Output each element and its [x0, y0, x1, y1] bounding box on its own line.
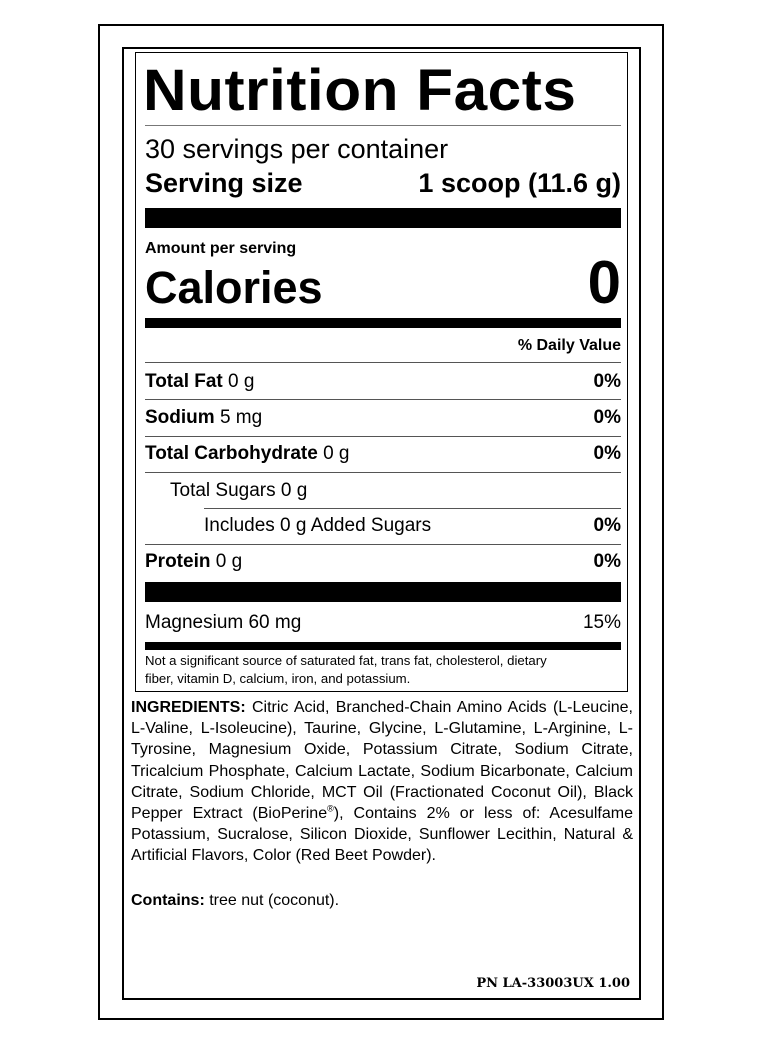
- row-amount: 5 mg: [219, 407, 263, 428]
- row-rule: [145, 399, 621, 400]
- row-total-carbohydrate: [145, 443, 349, 465]
- contains-statement: [131, 892, 339, 910]
- row-label: Total Fat: [145, 371, 223, 392]
- row-label: Total Carbohydrate: [145, 443, 318, 464]
- row-dv: 0%: [593, 443, 621, 464]
- rule-dv: [145, 362, 621, 363]
- row-magnesium: Magnesium 60 mg: [145, 612, 302, 633]
- footnote-line-2: fiber, vitamin D, calcium, iron, and potassium.: [145, 671, 411, 686]
- row-total-fat: [145, 371, 254, 393]
- ingredients-text: Citric Acid, Branched-Chain Amino Acids (L-Leucine, L-Valine, L-Isoleucine), Taurine, Glycine, L-Glutamine, L-Arginine, L-Tyrosine, Magnesium Oxide, Potassium Citrate, Sodium Citrate, Tricalcium Phosphate, Calcium Lactate, Sodium Bicarbonate, Calcium Citrate, Sodium Chloride, MCT Oil (Fractionated Coconut Oil), Black Pepper Extract (BioPerine: [131, 699, 634, 823]
- amount-per-serving: Amount per serving: [145, 240, 297, 257]
- contains-text: tree nut (coconut).: [209, 892, 340, 909]
- serving-size-label: Serving size: [145, 168, 303, 198]
- row-rule: [145, 436, 621, 437]
- row-dv: 0%: [593, 371, 621, 392]
- row-amount: 0 g: [215, 551, 243, 572]
- title-rule: [145, 125, 621, 126]
- row-amount: 0 g: [228, 371, 255, 392]
- row-added-sugars: Includes 0 g Added Sugars: [204, 515, 432, 536]
- row-dv: 0%: [593, 515, 621, 536]
- daily-value-header: % Daily Value: [517, 337, 621, 354]
- nutrition-facts-title: Nutrition Facts: [143, 58, 577, 123]
- row-total-sugars: Total Sugars 0 g: [170, 480, 308, 501]
- row-magnesium-dv: 15%: [582, 612, 621, 633]
- thick-divider-3: [145, 582, 621, 602]
- row-amount: 0 g: [323, 443, 350, 464]
- row-dv: 0%: [593, 407, 621, 428]
- registered-mark: ®: [327, 803, 334, 814]
- ingredients-block: [131, 697, 633, 867]
- row-rule: [204, 508, 621, 509]
- thick-divider-2: [145, 318, 621, 328]
- ingredients-text-cont: ), Contains 2% or less of: Acesulfame Potassium, Sucralose, Silicon Dioxide, Sunflower Lecithin, Natural & Artificial Flavors, Color (Red Beet Powder).: [131, 805, 633, 865]
- calories-value: 0: [587, 249, 621, 316]
- row-label: Sodium: [145, 407, 215, 428]
- ingredients-label: INGREDIENTS:: [131, 699, 246, 716]
- thick-divider-1: [145, 208, 621, 228]
- row-label: Protein: [145, 551, 211, 572]
- contains-label: Contains:: [131, 892, 205, 909]
- row-rule: [145, 544, 621, 545]
- row-protein: [145, 551, 242, 573]
- servings-per-container: 30 servings per container: [145, 134, 449, 164]
- serving-size-value: 1 scoop (11.6 g): [418, 168, 621, 198]
- footnote-line-1: Not a significant source of saturated fat, trans fat, cholesterol, dietary: [145, 653, 547, 668]
- row-rule: [145, 472, 621, 473]
- row-sodium: [145, 407, 262, 429]
- thick-divider-4: [145, 642, 621, 650]
- part-number: PN LA-33003UX 1.00: [476, 976, 630, 991]
- row-dv: 0%: [593, 551, 621, 572]
- calories-label: Calories: [145, 262, 323, 313]
